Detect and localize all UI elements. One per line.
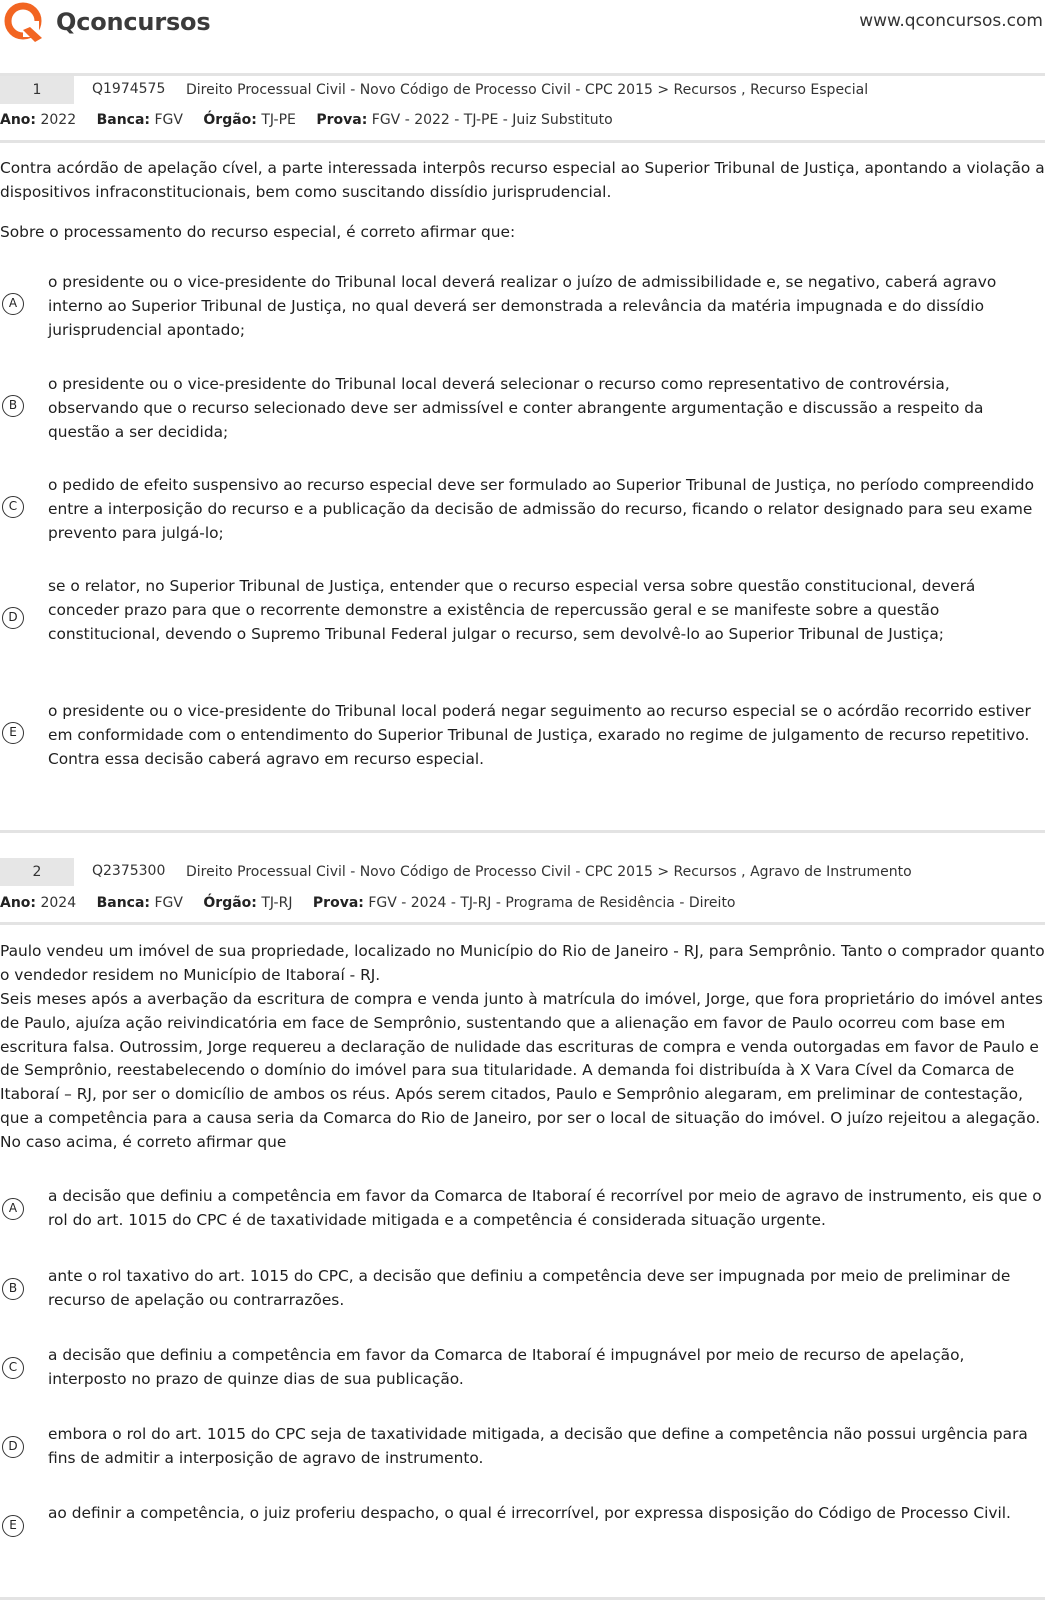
- option-letter-circle[interactable]: A: [2, 293, 24, 315]
- question-prompt: Sobre o processamento do recurso especial, é correto afirmar que:: [0, 223, 516, 241]
- banca-label: Banca:: [96, 112, 151, 128]
- orgao-value[interactable]: TJ-PE: [261, 112, 296, 128]
- option-letter-circle[interactable]: D: [2, 1436, 24, 1458]
- option-letter-circle[interactable]: C: [2, 1357, 24, 1379]
- option-text: o presidente ou o vice-presidente do Tribunal local deverá selecionar o recurso como representativo de controvérsia, observando que o recurso selecionado deve ser admissível e conter abrangente argumentação e discussão a respeito da questão a ser decidida;: [48, 375, 984, 441]
- question-statement: Contra acórdão de apelação cível, a parte interessada interpôs recurso especial ao Superior Tribunal de Justiça, apontando a violação a dispositivos infraconstitucionais, bem como suscitando dissídio jurisprudencial.: [0, 159, 1045, 201]
- banca-value[interactable]: FGV: [154, 112, 183, 128]
- question-number: 1: [0, 76, 74, 104]
- option-text: a decisão que definiu a competência em favor da Comarca de Itaboraí é recorrível por meio de agravo de instrumento, eis que o rol do art. 1015 do CPC é de taxatividade mitigada e a competência é considerada situação urgente.: [48, 1187, 1042, 1229]
- question-metadata-divider: [0, 922, 1045, 925]
- qconcursos-logo-icon: [2, 0, 46, 44]
- option-letter-circle[interactable]: B: [2, 395, 24, 417]
- option-letter-circle[interactable]: E: [2, 722, 24, 744]
- prova-label: Prova:: [312, 895, 364, 911]
- question-metadata: [0, 895, 736, 911]
- ano-value[interactable]: 2022: [40, 112, 77, 128]
- banca-value[interactable]: FGV: [154, 895, 183, 911]
- option-letter-circle[interactable]: A: [2, 1198, 24, 1220]
- question-bottom-divider: [0, 1597, 1045, 1600]
- orgao-value[interactable]: TJ-RJ: [261, 895, 293, 911]
- page-header: [0, 0, 1045, 50]
- option-letter-circle[interactable]: E: [2, 1515, 24, 1537]
- option-text: ao definir a competência, o juiz proferiu despacho, o qual é irrecorrível, por expressa disposição do Código de Processo Civil.: [48, 1504, 1011, 1522]
- prova-value[interactable]: FGV - 2022 - TJ-PE - Juiz Substituto: [371, 112, 613, 128]
- orgao-label: Órgão:: [203, 112, 257, 128]
- option-text: a decisão que definiu a competência em favor da Comarca de Itaboraí é impugnável por meio de recurso de apelação, interposto no prazo de quinze dias de sua publicação.: [48, 1346, 965, 1388]
- option-text: se o relator, no Superior Tribunal de Justiça, entender que o recurso especial versa sobre questão constitucional, deverá conceder prazo para que o recorrente demonstre a existência de repercussão geral e se manifeste sobre a questão constitucional, devendo o Supremo Tribunal Federal julgar o recurso, sem devolvê-lo ao Superior Tribunal de Justiça;: [48, 577, 976, 643]
- option-text: o presidente ou o vice-presidente do Tribunal local deverá realizar o juízo de admissibilidade e, se negativo, caberá agravo interno ao Superior Tribunal de Justiça, no qual deverá ser demonstrada a relevância da matéria impugnada e do dissídio jurisprudencial apontado;: [48, 273, 997, 339]
- question-metadata-divider: [0, 140, 1045, 143]
- orgao-label: Órgão:: [203, 895, 257, 911]
- option-text: o pedido de efeito suspensivo ao recurso especial deve ser formulado ao Superior Tribunal de Justiça, no período compreendido entre a interposição do recurso e a publicação da decisão de admissão do recurso, ficando o relator designado para seu exame prevento para julgá-lo;: [48, 476, 1034, 542]
- question-header: [0, 76, 1045, 104]
- question-header: [0, 858, 1045, 886]
- prova-value[interactable]: FGV - 2024 - TJ-RJ - Programa de Residência - Direito: [368, 895, 736, 911]
- banca-label: Banca:: [96, 895, 151, 911]
- question-statement: Paulo vendeu um imóvel de sua propriedade, localizado no Município do Rio de Janeiro - RJ, para Semprônio. Tanto o comprador quanto o vendedor residem no Município de Itaboraí - RJ.: [0, 942, 1045, 984]
- question-top-divider: [0, 830, 1045, 833]
- ano-label: Ano:: [0, 112, 37, 128]
- question-statement-continued: Seis meses após a averbação da escritura de compra e venda junto à matrícula do imóvel, Jorge, que fora proprietário do imóvel antes de Paulo, ajuíza ação reivindicatória em face de Semprônio, sustentando que a alienação em favor de Paulo ocorreu com base em escritura falsa. Outrossim, Jorge requereu a declaração de nulidade das escrituras de compra e venda outorgadas em favor de Paulo e de Semprônio, reestabelecendo o domínio do imóvel para sua titularidade. A demanda foi distribuída à X Vara Cível da Comarca de Itaboraí – RJ, por ser o domicílio de ambos os réus. Após serem citados, Paulo e Semprônio alegaram, em preliminar de contestação, que a competência para a causa seria da Comarca do Rio de Janeiro, por ser o local de situação do imóvel. O juízo rejeitou a alegação. No caso acima, é correto afirmar que: [0, 990, 1043, 1151]
- question-id[interactable]: Q2375300: [92, 863, 166, 879]
- brand-name[interactable]: Qconcursos: [56, 8, 211, 36]
- option-letter-circle[interactable]: C: [2, 496, 24, 518]
- option-text: o presidente ou o vice-presidente do Tribunal local poderá negar seguimento ao recurso especial se o acórdão recorrido estiver em conformidade com o entendimento do Superior Tribunal de Justiça, exarado no regime de julgamento de recurso repetitivo. Contra essa decisão caberá agravo em recurso especial.: [48, 702, 1031, 768]
- question-id[interactable]: Q1974575: [92, 81, 166, 97]
- question-subject[interactable]: Direito Processual Civil - Novo Código de Processo Civil - CPC 2015 > Recursos , Agravo de Instrumento: [186, 864, 912, 880]
- question-metadata: [0, 112, 613, 128]
- option-letter-circle[interactable]: B: [2, 1278, 24, 1300]
- ano-label: Ano:: [0, 895, 37, 911]
- question-number: 2: [0, 858, 74, 886]
- ano-value[interactable]: 2024: [40, 895, 77, 911]
- option-text: embora o rol do art. 1015 do CPC seja de taxatividade mitigada, a decisão que define a competência não possui urgência para fins de admitir a interposição de agravo de instrumento.: [48, 1425, 1028, 1467]
- prova-label: Prova:: [316, 112, 368, 128]
- question-subject[interactable]: Direito Processual Civil - Novo Código de Processo Civil - CPC 2015 > Recursos , Recurso Especial: [186, 82, 869, 98]
- option-letter-circle[interactable]: D: [2, 607, 24, 629]
- option-text: ante o rol taxativo do art. 1015 do CPC, a decisão que definiu a competência deve ser impugnada por meio de preliminar de recurso de apelação ou contrarrazões.: [48, 1267, 1011, 1309]
- site-url[interactable]: www.qconcursos.com: [859, 11, 1043, 31]
